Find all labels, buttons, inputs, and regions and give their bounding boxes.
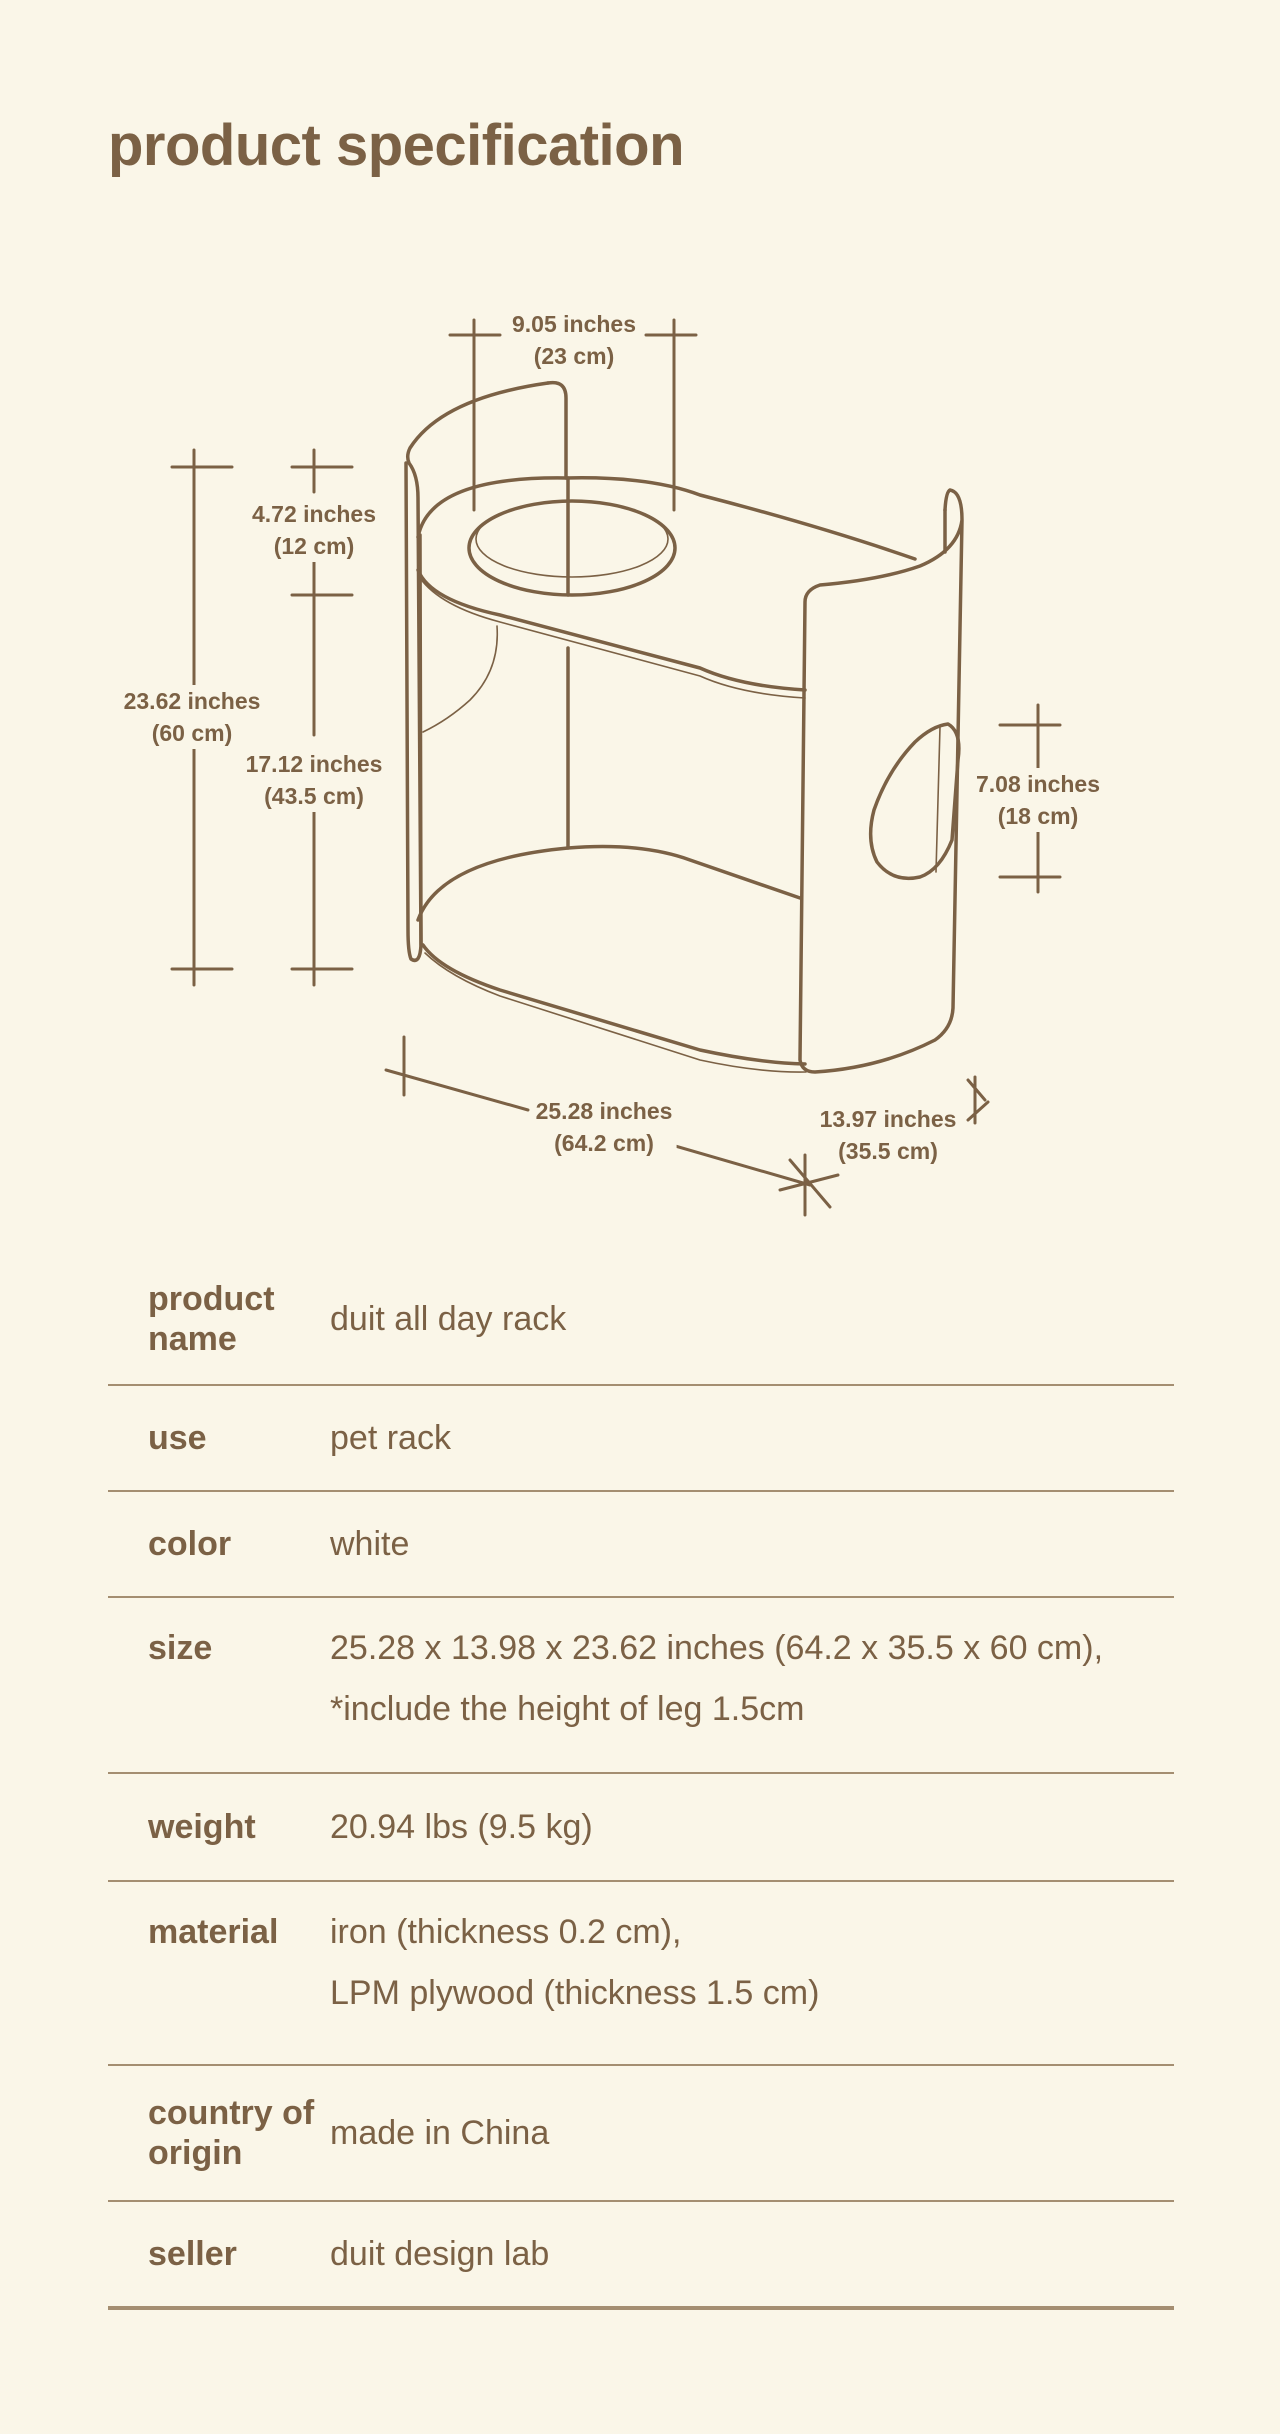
bottom-shelf-fine-lines (425, 953, 806, 1072)
dimension-total-height-inches: 23.62 inches (123, 688, 261, 714)
spec-value (330, 2224, 1174, 2285)
dimension-hole-height-inches: 7.08 inches (975, 771, 1101, 797)
spec-value (330, 1289, 1174, 1350)
dimension-lower-height-cm: (43.5 cm) (264, 783, 364, 809)
spec-value-line: *include the height of leg 1.5cm (330, 1690, 805, 1728)
dimension-upper-gap-inches: 4.72 inches (251, 501, 377, 527)
spec-label: use (148, 1419, 207, 1457)
dimension-upper-gap-label (248, 498, 380, 562)
spec-row-product-name (108, 1254, 1174, 1386)
dimension-upper-gap-cm: (12 cm) (273, 533, 355, 559)
dimension-length-inches: 25.28 inches (535, 1098, 673, 1124)
dimension-lower-height-inches: 17.12 inches (245, 751, 383, 777)
spec-value-line: pet rack (330, 1418, 451, 1457)
top-shelf-fine-lines (420, 501, 805, 732)
dimension-total-height-cm: (60 cm) (151, 720, 233, 746)
spec-value (330, 1514, 1174, 1575)
spec-row-material (108, 1882, 1174, 2066)
page-title: product specification (108, 113, 685, 178)
spec-value (330, 1618, 1174, 1740)
spec-value (330, 1797, 1174, 1858)
left-side-panel (406, 383, 566, 961)
spec-value (330, 1408, 1174, 1469)
dimension-hole-height-cm: (18 cm) (997, 803, 1079, 829)
dimension-hole-height-label (972, 768, 1104, 832)
dimension-lower-height-label (242, 748, 387, 812)
dimension-total-height-label (120, 685, 265, 749)
spec-value-line: duit design lab (330, 2234, 550, 2273)
spec-row-size (108, 1598, 1174, 1774)
spec-value-line: LPM plywood (thickness 1.5 cm) (330, 1974, 820, 2012)
spec-label: weight (148, 1808, 256, 1846)
dimension-top-width-cm: (23 cm) (533, 343, 615, 369)
spec-value-line: duit all day rack (330, 1299, 567, 1338)
spec-value-line: 20.94 lbs (9.5 kg) (330, 1807, 593, 1846)
spec-value (330, 2103, 1174, 2164)
spec-label: color (148, 1525, 232, 1563)
dimension-depth-cm: (35.5 cm) (838, 1138, 938, 1164)
spec-label: seller (148, 2235, 237, 2273)
specification-table (108, 1254, 1174, 2310)
dimension-top-width-label (508, 308, 640, 372)
spec-label: material (148, 1913, 279, 1951)
dimension-depth-inches: 13.97 inches (819, 1106, 957, 1132)
dimension-depth-label (816, 1103, 961, 1167)
spec-value-line: made in China (330, 2113, 550, 2152)
spec-row-weight (108, 1774, 1174, 1882)
spec-row-country-of-origin (108, 2066, 1174, 2202)
spec-value-line: iron (thickness 0.2 cm), (330, 1913, 682, 1951)
right-hole-fine-line (936, 727, 940, 872)
spec-row-color (108, 1492, 1174, 1598)
dimension-top-width-inches: 9.05 inches (511, 311, 637, 337)
spec-label: product name (148, 1280, 275, 1358)
spec-value-line: 25.28 x 13.98 x 23.62 inches (64.2 x 35.5 x 60 cm), (330, 1629, 1104, 1667)
spec-label: country of origin (148, 2094, 315, 2172)
dimension-length-cm: (64.2 cm) (554, 1130, 654, 1156)
spec-row-seller (108, 2202, 1174, 2310)
right-side-panel (800, 490, 962, 1072)
spec-label: size (148, 1629, 213, 1667)
spec-row-use (108, 1386, 1174, 1492)
product-dimension-diagram (0, 280, 1280, 1230)
spec-value (330, 1902, 1174, 2024)
rack-line-drawing (0, 280, 1280, 1230)
spec-value-line: white (330, 1524, 410, 1563)
dimension-length-label (532, 1095, 677, 1159)
